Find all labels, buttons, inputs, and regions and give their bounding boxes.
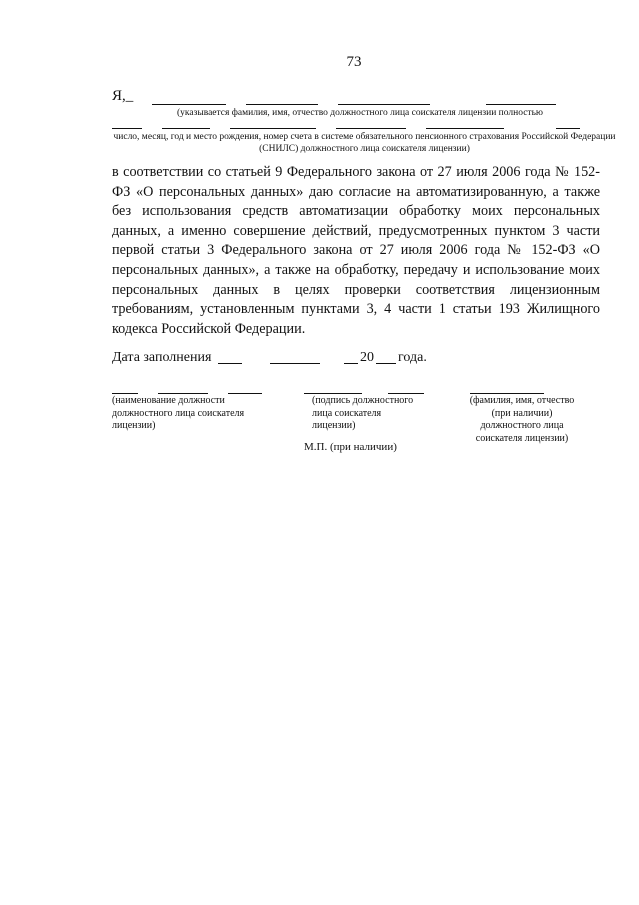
signature-caption: (подпись должностного лица соискателя лицензии) [312, 395, 414, 431]
birth-blank-6 [556, 128, 580, 129]
fio-blank-1 [152, 104, 226, 105]
date-year-blank-1 [344, 363, 358, 364]
birth-snils-caption: число, месяц, год и место рождения, номер счета в системе обязательного пенсионного страхования Российской Федерации (СНИЛС) должностного лица соискателя лицензии) [113, 132, 616, 154]
sig-blank-6 [470, 393, 544, 394]
birth-blank-2 [162, 128, 210, 129]
sig-blank-5 [388, 393, 424, 394]
sig-blank-2 [158, 393, 208, 394]
date-suffix: года. [398, 350, 427, 365]
ya-prefix: Я,_ [112, 88, 134, 104]
consent-paragraph: в соответствии со статьей 9 Федерального закона от 27 июля 2006 года № 152-ФЗ «О персональных данных» даю согласие на автоматизированную, а также без использования средств автоматизации обработку моих персональных данных, а именно совершение действий, предусмотренных пунктом 3 части первой статьи 3 Федерального закона от 27 июля 2006 года № 152-ФЗ «О персональных данных», а также на обработку, передачу и использование моих персональных данных в целях проверки соответствия лицензионным требованиям, установленным пунктами 3, 4 части 1 статьи 193 Жилищного кодекса Российской Федерации. [112, 164, 600, 337]
birth-blank-3 [230, 128, 316, 129]
fio-blank-3 [338, 104, 430, 105]
page-number: 73 [346, 54, 362, 70]
sig-blank-3 [228, 393, 262, 394]
date-year-blank-2 [376, 363, 396, 364]
date-line [112, 350, 211, 366]
fullname-caption: (фамилия, имя, отчество (при наличии) должностного лица соискателя лицензии) [469, 395, 575, 444]
position-caption: (наименование должности должностного лица соискателя лицензии) [112, 395, 245, 431]
sig-blank-1 [112, 393, 138, 394]
birth-blank-1 [112, 128, 142, 129]
birth-blank-4 [336, 128, 406, 129]
fio-blank-2 [246, 104, 318, 105]
stamp-note: М.П. (при наличии) [304, 441, 397, 453]
birth-blank-5 [426, 128, 504, 129]
date-year-prefix: 20 [360, 350, 374, 365]
fio-blank-4 [486, 104, 556, 105]
date-month-blank [270, 363, 320, 364]
date-day-blank [218, 363, 242, 364]
sig-blank-4 [304, 393, 362, 394]
date-label: Дата заполнения [112, 350, 212, 365]
fio-caption: (указывается фамилия, имя, отчество должностного лица соискателя лицензии полностью [176, 108, 543, 118]
